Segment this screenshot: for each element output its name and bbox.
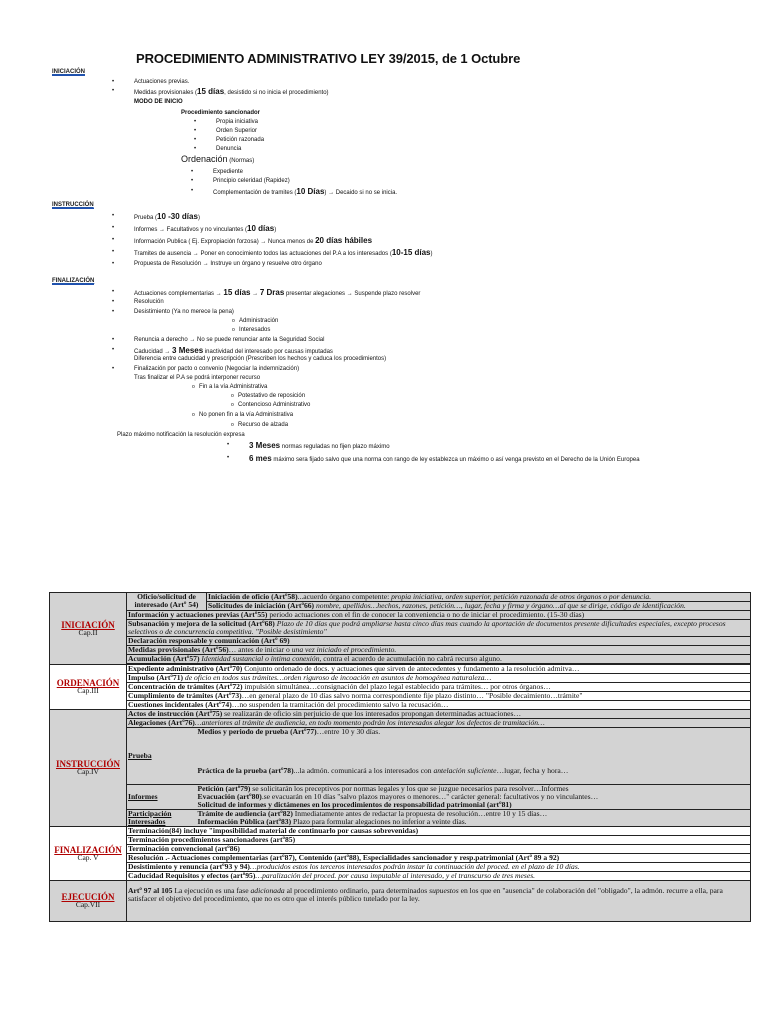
table-row: Caducidad Requisitos y efectos (artº95)…paralización del proced. por causa imputable al interesado, y el transcurso de tres meses. [50, 872, 751, 881]
table-row: Impulso (Artº71) de oficio en todos sus trámites…orden riguroso de incoación en asuntos de homogénea naturaleza… [50, 674, 751, 683]
list-item: • Actuaciones previas. [134, 79, 189, 86]
list-item: o No ponen fin a la vía Administrativa [199, 412, 293, 419]
table-row: Informes Petición (artº79) se solicitarán los preceptivos por normas legales y los que se juzgue necesarios para resolver…Informes Evacuación (artº80).se evacuarán en 10 días "salvo plazos mayores o menores…" carácter general: facultativos y no vinculantes… Solicitud de informes y dictámenes en los procedimientos de responsabilidad patrimonial (artº81) [50, 785, 751, 810]
stage-cell-ejecucion: EJECUCIÓN Cap.VII [50, 881, 127, 922]
list-item-note: Diferencia entre caducidad y prescripción (Prescriben los hechos y caduca los procedimientos) [134, 356, 387, 362]
stage-cell-instruccion: INSTRUCCIÓN Cap.IV [50, 710, 127, 827]
list-item: o Interesados [239, 327, 270, 334]
table-row: Cumplimiento de trámites (Artº73)…en general plazo de 10 días salvo norma correspondiente fije plazo distinto… "Posible decaimiento…trámite" [50, 692, 751, 701]
list-item: • Finalización por pacto o convenio (Negociar la indemnización) [134, 366, 299, 373]
table-row: Resolución .- Actuaciones complementarias (artº87), Contenido (artº88), Especialidades sancionador y resp.patrimonial (Artº 89 a 92) [50, 854, 751, 863]
list-item: o Administración [239, 318, 278, 325]
table-row: Alegaciones (Artº76)…anteriores al trámite de audiencia, en todo momento podrán los interesados alegar los defectos de tramitación… [50, 719, 751, 728]
table-row: Concentración de trámites (Artº72) impulsión simultánea…consignación del plazo legal establecido para trámites… por otros órganos… [50, 683, 751, 692]
modo-inicio-heading: MODO DE INICIO [134, 99, 183, 105]
list-item: • Renuncia a derecho → No se puede renunciar ante la Seguridad Social [134, 337, 324, 344]
table-row: Terminación procedimientos sancionadores (artº85) [50, 836, 751, 845]
list-item: o Contencioso Administrativo [238, 402, 310, 409]
ordenacion-heading: Ordenación (Normas) [181, 154, 255, 164]
table-row: Acumulación (Artº57) Identidad sustancial o íntima conexión, contra el acuerdo de acumulación no cabrá recurso alguno. [50, 655, 751, 664]
list-item: • Expediente [213, 169, 243, 176]
table-row: Solicitudes de iniciación (Artº66) nombre, apellidos…hechos, razones, petición…, lugar, fecha y firma y órgano…al que se dirige, código de identificación. [50, 602, 751, 611]
table-row: EJECUCIÓN Cap.VII Artº 97 al 105 La ejecución es una fase adicionada al procedimiento ordinario, para determinados supuestos en los que en "ausencia" de colaboración del "obligado", la admón. recurre a ella, para satisfacer el objetivo del procedimiento, que no es otro que el interés público tutelado por la ley. [50, 881, 751, 922]
list-item: o Potestativo de reposición [238, 393, 305, 400]
table-row: Subsanación y mejora de la solicitud (Artº68) Plazo de 10 días que podrá ampliarse hasta cinco días mas cuando la aportación de documentos presente dificultades especiales, excepto procesos selectivos o de concurrencia competitiva. "Posible desistimiento" [50, 620, 751, 637]
table-row: Prueba Medios y periodo de prueba (Artº77)…entre 10 y 30 días. Práctica de la prueba (artº78)...la admón. comunicará a los interesados con antelación suficiente…lugar, fecha y hora… [50, 728, 751, 785]
list-item: • Actuaciones complementarias → 15 días → 7 Dras presentar alegaciones → Suspende plazo resolver [134, 289, 420, 298]
stage-cell-iniciacion: INICIACIÓN Cap.II [50, 593, 127, 665]
list-item: • Medidas provisionales (15 días, desistido si no inicia el procedimiento) [134, 88, 329, 97]
list-item: • Información Publica ( Ej. Expropiación forzosa) → Nunca menos de 20 días hábiles [134, 237, 372, 246]
summary-table [49, 592, 751, 922]
sancionador-heading: Procedimiento sancionador [181, 110, 261, 116]
table-row: Cuestiones incidentales (Artº74)…no suspenden la tramitación del procedimiento salvo la recusación… [50, 701, 751, 710]
list-item: • Complementación de tramites (10 Días) → Decaido si no se inicia. [213, 188, 397, 197]
plazo-heading: Plazo máximo notificación la resolución expresa [117, 432, 245, 438]
table-row: Terminación convencional (artº86) [50, 845, 751, 854]
list-item: • Denuncia [216, 146, 241, 153]
list-item: • Prueba (10 -30 días) [134, 213, 200, 222]
table-row: Participación Interesados Trámite de audiencia (artº82) Inmediatamente antes de redactar la propuesta de resolución…entre 10 y 15 días… Información Pública (artº83) Plazo para formular alegaciones no inferior a veinte días. [50, 810, 751, 827]
list-item: • Informes → Facultativos y no vinculantes (10 días) [134, 225, 276, 234]
list-item: • Propia iniciativa [216, 119, 258, 126]
list-item: • Tramites de ausencia → Poner en conocimiento todos las actuaciones del P.A a los interesados (10-15 días) [134, 249, 433, 258]
section-finalizacion: FINALIZACIÓN [52, 278, 95, 284]
section-iniciacion: INICIACIÓN [52, 69, 85, 75]
list-item: • Petición razonada [216, 137, 264, 144]
table-row: ORDENACIÓN Cap.III Expediente administrativo (Artº70) Conjunto ordenado de docs. y actuaciones que sirven de antecedentes y fundamento a la resolución admitva… [50, 665, 751, 674]
stage-cell-ordenacion: ORDENACIÓN Cap.III [50, 665, 127, 710]
list-item-note: Tras finalizar el P.A se podrá interponer recurso [134, 375, 261, 381]
section-instruccion: INSTRUCCIÓN [52, 202, 94, 208]
table-row: Declaración responsable y comunicación (Artº 69) [50, 637, 751, 646]
list-item: • Principio celeridad (Rapidez) [213, 178, 290, 185]
stage-cell-finalizacion: FINALIZACIÓN Cap. V [50, 827, 127, 881]
list-item: • Caducidad → 3 Meses inactividad del interesado por causas imputadas [134, 347, 333, 356]
list-item: • Desistimiento (Ya no merece la pena) [134, 309, 234, 316]
table-row: INICIACIÓN Cap.II Oficio/solicitud de interesado (Artº 54) Iniciación de oficio (Artº58)...acuerdo órgano competente: propia iniciativa, orden superior, petición razonada de otros órganos o por denuncia. [50, 593, 751, 602]
table-row: Medidas provisionales (Artº56)… antes de iniciar o una vez iniciado el procedimiento. [50, 646, 751, 655]
list-item: • 3 Meses normas reguladas no fijen plazo máximo [249, 442, 390, 451]
list-item: o Recurso de alzada [238, 422, 288, 429]
table-row: Información y actuaciones previas (Artº55) periodo actuaciones con el fin de conocer la conveniencia o no de iniciar el procedimiento. (15-30 días) [50, 611, 751, 620]
table-row: INSTRUCCIÓN Cap.IV Actos de instrucción (Artº75) se realizarán de oficio sin perjuicio de que los interesados propongan determinadas actuaciones… [50, 710, 751, 719]
page-title: PROCEDIMIENTO ADMINISTRATIVO LEY 39/2015, de 1 Octubre [136, 51, 521, 66]
list-item: • Orden Superior [216, 128, 257, 135]
table-row: Desistimiento y renuncia (artº93 y 94)…producidos estos los terceros interesados podrán instar la continuación del proced. en el plazo de 10 días. [50, 863, 751, 872]
list-item: o Fin a la vía Administrativa [199, 384, 267, 391]
table-row: FINALIZACIÓN Cap. V Terminación(84) incluye "imposibilidad material de continuarlo por causas sobrevenidas) [50, 827, 751, 836]
list-item: • 6 mes máximo sera fijado salvo que una norma con rango de ley establezca un máximo o así venga previsto en el Derecho de la Unión Europea [249, 455, 640, 464]
list-item: • Resolución [134, 299, 164, 306]
list-item: • Propuesta de Resolución → Instruye un órgano y resuelve otro órgano [134, 261, 322, 268]
